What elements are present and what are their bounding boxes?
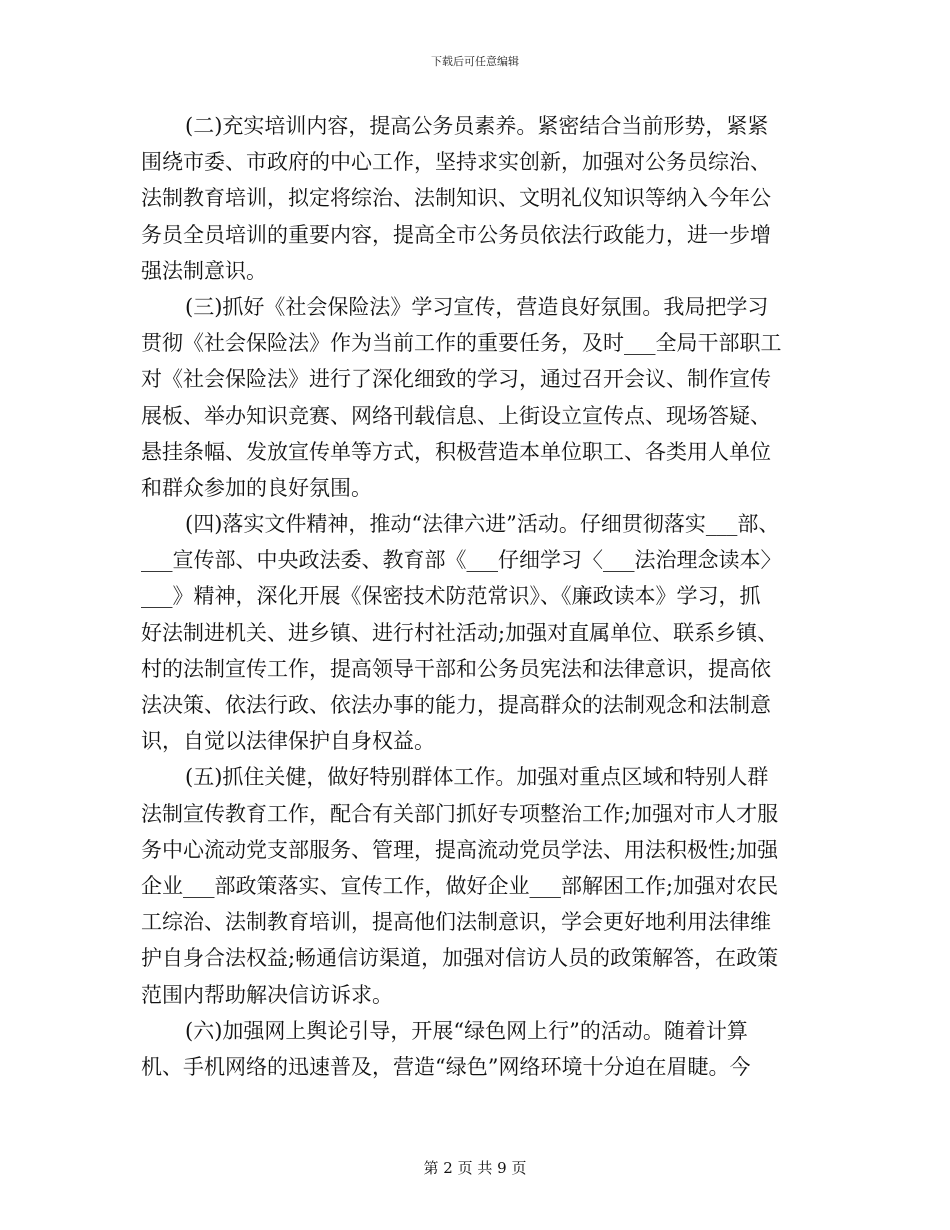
text-line: (四)落实文件精神，推动“法律六进”活动。仔细贯彻落实___部、 [185,512,780,537]
text-line: (五)抓住关健，做好特别群体工作。加强对重点区域和特别人群 [185,765,769,790]
text-line: ___》精神，深化开展《保密技术防范常识》、《廉政读本》学习，抓 [141,584,761,609]
text-line: 对《社会保险法》进行了深化细致的学习，通过召开会议、制作宣传 [141,367,771,392]
text-line: 强法制意识。 [141,258,267,283]
text-line: 贯彻《社会保险法》作为当前工作的重要任务，及时___全局干部职工 [141,331,782,356]
text-line: 展板、举办知识竞赛、网络刊载信息、上街设立宣传点、现场答疑、 [141,403,771,428]
text-line: (二)充实培训内容，提高公务员素养。紧密结合当前形势，紧紧 [185,114,769,138]
text-line: 企业___部政策落实、宣传工作，做好企业___部解困工作;加强对农民 [141,873,779,898]
text-line: 范围内帮助解决信访诉求。 [141,982,393,1007]
text-line: 务中心流动党支部服务、管理，提高流动党员学法、用法积极性;加强 [141,837,779,862]
page-header: 下载后可任意编辑 [431,55,519,68]
document-body [141,108,811,1085]
page-footer: 第 2 页 共 9 页 [423,1159,527,1177]
text-line: ___宣传部、中央政法委、教育部《___仔细学习〈___法治理念读本〉 [141,548,782,573]
text-line: 护自身合法权益;畅通信访渠道，加强对信访人员的政策解答，在政策 [141,946,779,971]
text-line: 务员全员培训的重要内容，提高全市公务员依法行政能力，进一步增 [141,222,771,247]
text-line: 法制教育培训，拟定将综治、法制知识、文明礼仪知识等纳入今年公 [141,186,771,211]
text-line: 机、手机网络的迅速普及，营造“绿色”网络环境十分迫在眉睫。今 [141,1054,751,1079]
text-line: (六)加强网上舆论引导，开展“绿色网上行”的活动。随着计算 [185,1018,748,1043]
text-line: 村的法制宣传工作，提高领导干部和公务员宪法和法律意识，提高依 [141,656,771,681]
text-line: 好法制进机关、进乡镇、进行村社活动;加强对直属单位、联系乡镇、 [141,620,779,645]
text-line: 法制宣传教育工作，配合有关部门抓好专项整治工作;加强对市人才服 [141,801,779,826]
text-line: 围绕市委、市政府的中心工作，坚持求实创新，加强对公务员综治、 [141,150,771,175]
text-line: 识，自觉以法律保护自身权益。 [141,729,435,754]
text-line: 法决策、依法行政、依法办事的能力，提高群众的法制观念和法制意 [141,693,771,717]
text-line: (三)抓好《社会保险法》学习宣传，营造良好氛围。我局把学习 [185,294,769,319]
text-line: 悬挂条幅、发放宣传单等方式，积极营造本单位职工、各类用人单位 [141,439,771,464]
text-line: 和群众参加的良好氛围。 [141,475,372,500]
text-line: 工综治、法制教育培训，提高他们法制意识，学会更好地利用法律维 [141,910,771,935]
